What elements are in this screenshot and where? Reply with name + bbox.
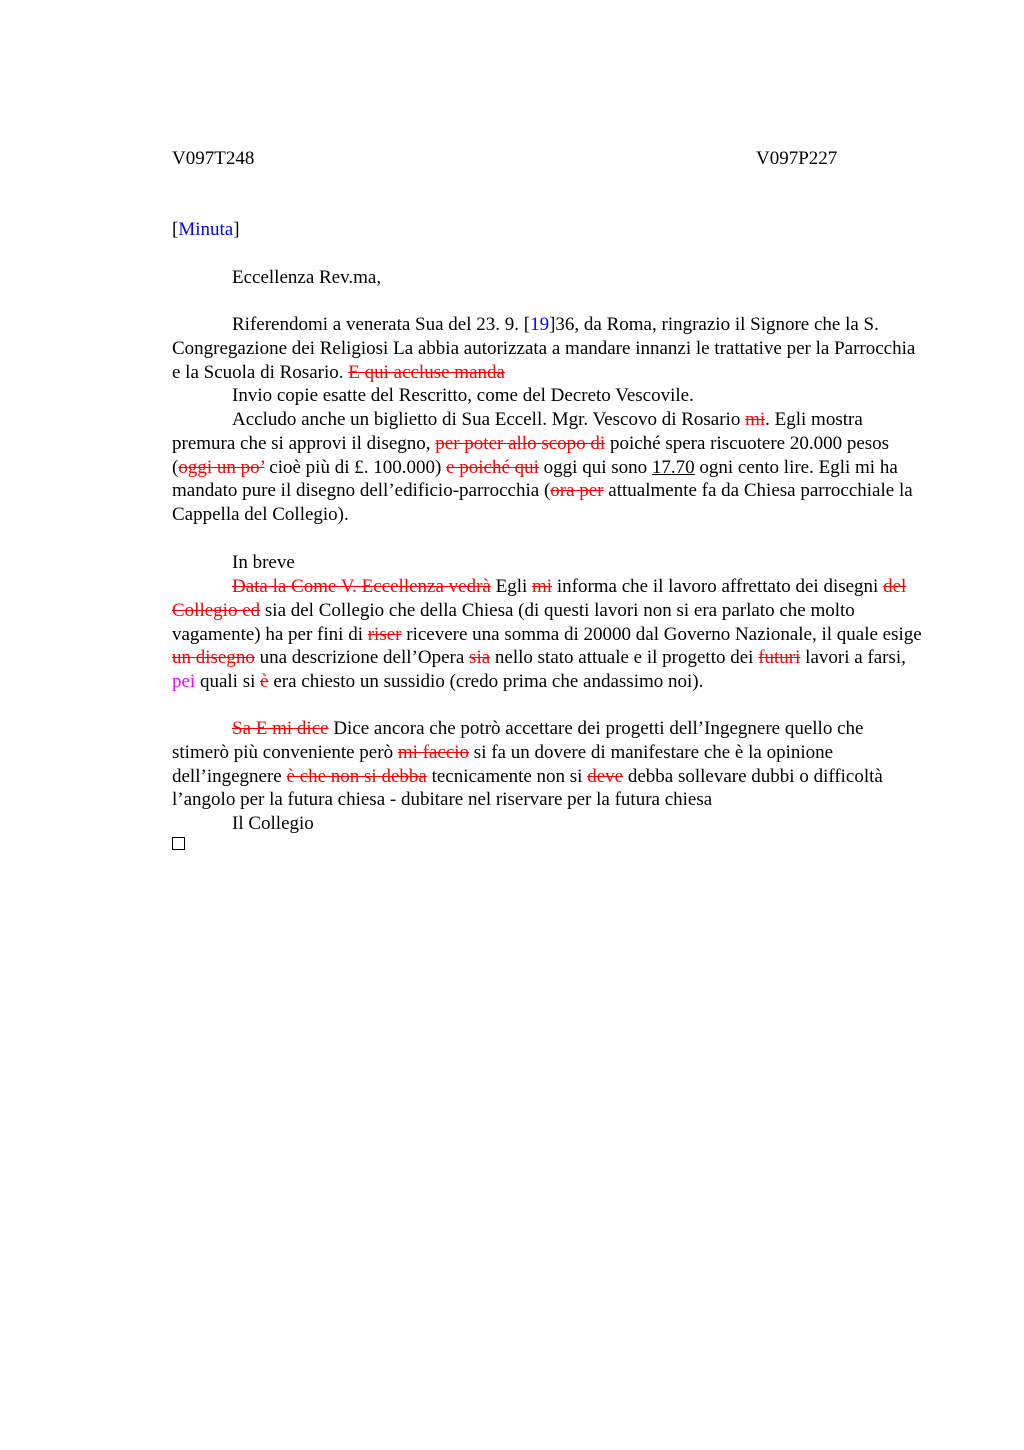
- paragraph-6: [172, 717, 924, 812]
- p3-text-3: poiché spera riscuotere 20.000 pesos (: [172, 432, 890, 478]
- p5-deletion-1: Data la Come V. Eccellenza vedrà: [232, 576, 491, 597]
- p6-deletion-3: è che non si debba: [286, 765, 427, 787]
- p6-text-2: si fa un dovere di manifestare che è la opinione dell’ingegnere: [172, 741, 834, 787]
- p3-text-1: Accludo anche un biglietto di Sua Eccell. Mgr. Vescovo di Rosario: [232, 409, 746, 430]
- paragraph-4: In breve: [232, 552, 295, 573]
- checkbox-square[interactable]: [172, 837, 185, 850]
- paragraph-1: [172, 313, 924, 384]
- p5-deletion-4: riser: [367, 623, 402, 645]
- p1-text-1: Riferendomi a venerata Sua del 23. 9. [: [232, 314, 531, 335]
- label-close-bracket: ]: [233, 219, 240, 240]
- p5-text-1: Egli: [490, 576, 533, 597]
- p3-text-5: oggi qui sono: [538, 456, 652, 478]
- p5-deletion-3: del Collegio ed: [172, 576, 907, 621]
- p3-deletion-5: ora per: [550, 480, 604, 502]
- paragraph-3: [172, 408, 924, 527]
- paragraph-2: Invio copie esatte del Rescritto, come del Decreto Vescovile.: [232, 385, 694, 406]
- p5-deletion-7: futuri: [758, 647, 801, 669]
- p5-text-6: nello stato attuale e il progetto dei: [490, 647, 759, 669]
- p5-text-5: una descrizione dell’Opera: [254, 647, 470, 669]
- p5-text-7: lavori a farsi,: [800, 647, 906, 669]
- p5-highlight-pei: pei: [172, 671, 196, 693]
- p1-year-insert: 19: [530, 314, 550, 335]
- label-minuta: Minuta: [178, 219, 234, 240]
- draft-label: [172, 218, 924, 242]
- p5-text-3: sia del Collegio che della Chiesa (di questi lavori non si era parlato che molto vagamente) ha per fini di: [172, 599, 855, 645]
- p5-deletion-8: è: [260, 671, 269, 693]
- p3-deletion-2: per poter allo scopo di: [435, 432, 606, 454]
- p3-deletion-1: mi: [745, 409, 766, 430]
- p6-deletion-2: mi faccio: [397, 741, 470, 763]
- p3-text-4: cioè più di £. 100.000): [264, 456, 447, 478]
- p1-deletion-1: E qui accluse manda: [348, 361, 505, 383]
- p6-text-1: Dice ancora che potrò accettare dei progetti dell’Ingegnere quello che stimerò più conveniente però: [172, 718, 864, 763]
- p6-deletion-1: Sa E mi dice: [232, 718, 329, 739]
- p5-deletion-5: un disegno: [172, 647, 255, 669]
- p3-text-6: ogni cento lire. Egli mi ha mandato pure il disegno dell’edificio-parrocchia (: [172, 456, 898, 502]
- p6-text-4: debba sollevare dubbi o difficoltà l’angolo per la futura chiesa - dubitare nel riservare per la futura chiesa: [172, 765, 883, 811]
- p5-deletion-2: mi: [532, 576, 553, 597]
- p5-deletion-6: sia: [469, 647, 491, 669]
- p3-exchange-rate: 17.70: [651, 456, 695, 478]
- p3-deletion-4: e poiché qui: [446, 456, 539, 478]
- p3-text-7: attualmente fa da Chiesa parrocchiale la Cappella del Collegio).: [172, 480, 913, 526]
- p5-text-2: informa che il lavoro affrettato dei disegni: [552, 576, 884, 597]
- salutation: Eccellenza Rev.ma,: [232, 267, 382, 288]
- p6-deletion-4: deve: [587, 765, 624, 787]
- paragraph-5: [172, 575, 924, 694]
- header-left-code: V097T248: [172, 148, 255, 169]
- label-open-bracket: [: [172, 219, 179, 240]
- p5-text-8: quali si: [195, 671, 261, 693]
- p5-text-9: era chiesto un sussidio (credo prima che andassimo noi).: [268, 671, 704, 693]
- p3-deletion-3: oggi un po’: [178, 456, 265, 478]
- p1-text-2: ]36, da Roma, ringrazio il Signore che la S. Congregazione dei Religiosi La abbia autorizzata a mandare innanzi le trattative per la Parrocchia e la Scuola di Rosario.: [172, 314, 916, 383]
- p6-text-3: tecnicamente non si: [426, 765, 588, 787]
- paragraph-7: Il Collegio: [232, 813, 314, 834]
- header-right-code: V097P227: [756, 148, 838, 169]
- p5-text-4: ricevere una somma di 20000 dal Governo Nazionale, il quale esige: [401, 623, 922, 645]
- p3-text-2: . Egli mostra premura che si approvi il disegno,: [172, 409, 863, 454]
